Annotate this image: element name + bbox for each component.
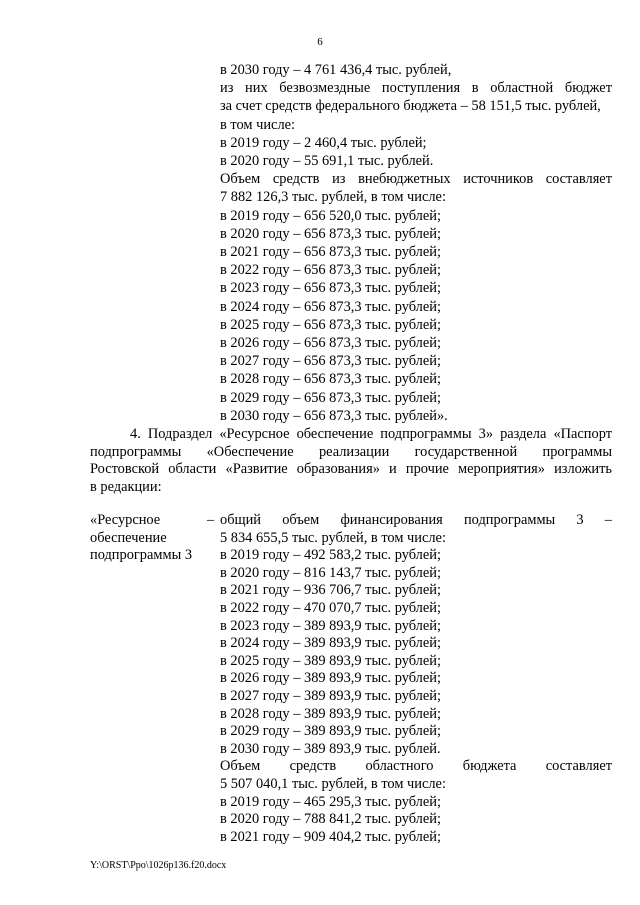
text-line: из них безвозмездные поступления в областной бюджет — [220, 80, 612, 97]
text-line: в 2024 году – 656 873,3 тыс. рублей; — [220, 298, 441, 315]
text-line: в 2021 году – 936 706,7 тыс. рублей; — [220, 582, 441, 599]
text-line: за счет средств федерального бюджета – 58 151,5 тыс. рублей, — [220, 98, 601, 115]
text-line: в 2020 году – 656 873,3 тыс. рублей; — [220, 225, 441, 242]
text-line: в 2020 году – 816 143,7 тыс. рублей; — [220, 564, 441, 581]
paragraph-line: в редакции: — [90, 478, 162, 495]
text-line: в 2026 году – 656 873,3 тыс. рублей; — [220, 335, 441, 351]
resource-label — [90, 512, 220, 565]
text-line: в 2020 году – 788 841,2 тыс. рублей; — [220, 811, 441, 828]
label-dash: – — [207, 512, 215, 528]
text-line: в 2029 году – 389 893,9 тыс. рублей; — [220, 723, 441, 740]
text-line: в 2030 году – 4 761 436,4 тыс. рублей, — [220, 62, 452, 78]
text-line: 7 882 126,3 тыс. рублей, в том числе: — [220, 189, 446, 206]
text-line: в 2019 году – 465 295,3 тыс. рублей; — [220, 793, 441, 810]
text-line: в 2030 году – 656 873,3 тыс. рублей». — [220, 407, 448, 424]
text-line: Объем средств из внебюджетных источников составляет — [220, 171, 612, 188]
label-line: обеспечение — [90, 529, 167, 546]
text-line: в 2022 году – 656 873,3 тыс. рублей; — [220, 262, 441, 279]
text-line: в 2019 году – 656 520,0 тыс. рублей; — [220, 207, 441, 224]
text-line: в 2024 году – 389 893,9 тыс. рублей; — [220, 635, 441, 652]
text-line: 5 834 655,5 тыс. рублей, в том числе: — [220, 529, 446, 546]
text-line: в 2028 году – 656 873,3 тыс. рублей; — [220, 371, 441, 388]
paragraph-line: Ростовской области «Развитие образования» и прочие мероприятия» изложить — [90, 461, 612, 478]
text-line: в 2019 году – 492 583,2 тыс. рублей; — [220, 547, 441, 564]
text-line: в 2022 году – 470 070,7 тыс. рублей; — [220, 600, 441, 616]
label-line: «Ресурсное — [90, 512, 161, 528]
paragraph-line: 4. Подраздел «Ресурсное обеспечение подпрограммы 3» раздела «Паспорт — [130, 426, 612, 442]
file-path-footer: Y:\ORST\Ppo\1026p136.f20.docx — [90, 860, 227, 871]
text-line: в 2023 году – 656 873,3 тыс. рублей; — [220, 280, 441, 297]
text-line: в 2020 году – 55 691,1 тыс. рублей. — [220, 153, 434, 169]
text-line: в 2027 году – 389 893,9 тыс. рублей; — [220, 688, 441, 704]
label-line: подпрограммы 3 — [90, 547, 193, 564]
text-line: в 2021 году – 656 873,3 тыс. рублей; — [220, 244, 441, 260]
page-number: 6 — [317, 36, 323, 48]
text-line: в 2028 году – 389 893,9 тыс. рублей; — [220, 705, 441, 722]
text-line: 5 507 040,1 тыс. рублей, в том числе: — [220, 776, 446, 792]
text-line: Объем средств областного бюджета составляет — [220, 758, 612, 775]
text-line: в 2023 году – 389 893,9 тыс. рублей; — [220, 617, 441, 634]
text-line: в 2030 году – 389 893,9 тыс. рублей. — [220, 740, 441, 757]
text-line: в том числе: — [220, 116, 296, 133]
text-line: в 2025 году – 656 873,3 тыс. рублей; — [220, 316, 441, 333]
text-line: в 2026 году – 389 893,9 тыс. рублей; — [220, 670, 441, 687]
text-line: в 2027 году – 656 873,3 тыс. рублей; — [220, 353, 441, 370]
text-line: в 2025 году – 389 893,9 тыс. рублей; — [220, 652, 441, 669]
text-line: в 2021 году – 909 404,2 тыс. рублей; — [220, 828, 441, 845]
text-line: в 2029 году – 656 873,3 тыс. рублей; — [220, 389, 441, 406]
text-line: в 2019 году – 2 460,4 тыс. рублей; — [220, 134, 427, 151]
text-line: общий объем финансирования подпрограммы 3 – — [220, 512, 612, 528]
paragraph-item-4 — [90, 426, 612, 496]
paragraph-line: подпрограммы «Обеспечение реализации государственной программы — [90, 443, 612, 460]
